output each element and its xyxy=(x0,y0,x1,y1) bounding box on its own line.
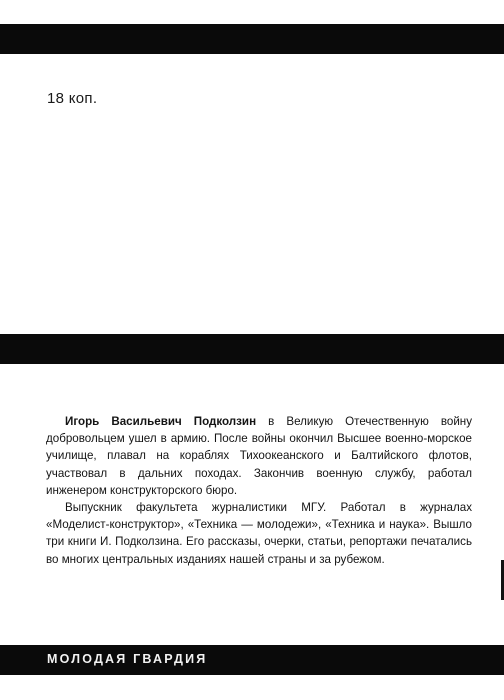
middle-black-band xyxy=(0,334,504,364)
bio-paragraph-2: Выпускник факультета журналистики МГУ. Работал в журналах «Моделист-конструктор», «Техника — молодежи», «Техника и наука». Вышло три книги И. Подколзина. Его рассказы, очерки, статьи, репортажи печатались во многих центральных изданиях нашей страны и за рубежом. xyxy=(46,501,472,566)
price-label: 18 коп. xyxy=(47,90,98,107)
bio-paragraph-1 xyxy=(46,413,472,499)
author-name: Игорь Васильевич Подколзин xyxy=(65,415,257,428)
publisher-name: МОЛОДАЯ ГВАРДИЯ xyxy=(47,652,208,666)
author-bio xyxy=(46,413,472,568)
top-black-band xyxy=(0,24,504,54)
bio-paragraph-1-text: в Великую Отечественную войну добровольцем ушел в армию. После войны окончил Высшее военно-морское училище, плавал на кораблях Тихоокеанского и Балтийского флотов, участвовал в дальних походах. Закончив военную службу, работал инженером конструкторского бюро. xyxy=(46,415,473,497)
